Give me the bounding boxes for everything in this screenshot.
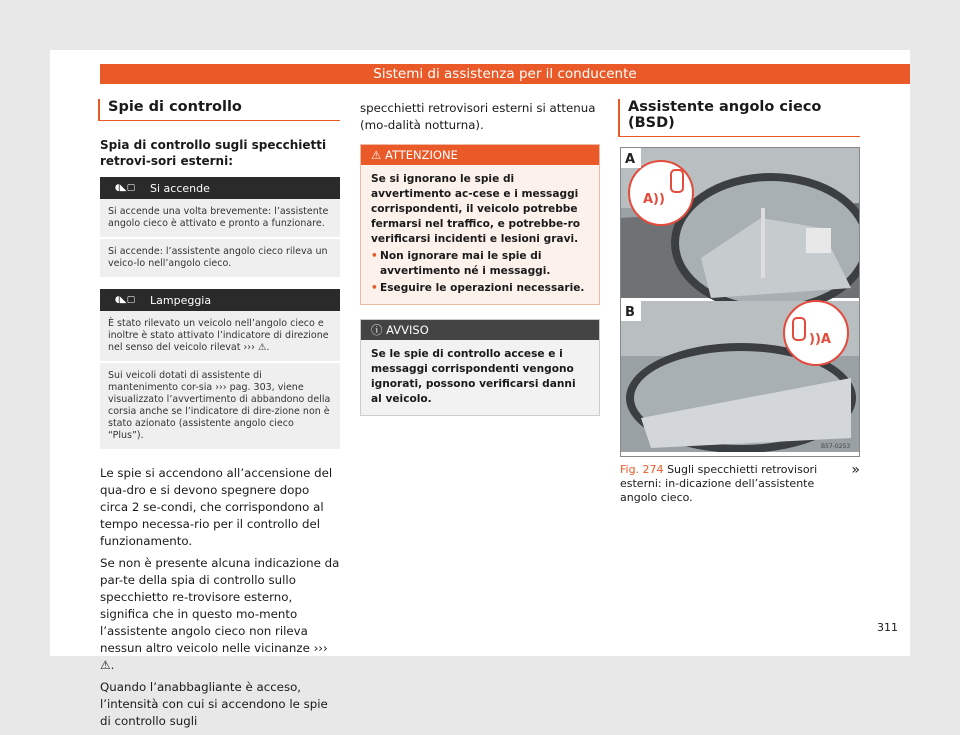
body-paragraph: Le spie si accendono all’accensione del qua-dro e si devono spegnere dopo circa 2 se-condi, che corrispondono al tempo necessa-rio per il controllo del funzionamento. [100, 466, 333, 548]
figure-code: B57-0253 [821, 443, 851, 450]
warning-bullet: • Non ignorare mai le spie di avvertimento né i messaggi. [371, 249, 589, 279]
mirror-illustration [621, 148, 859, 452]
section-title: Assistente angolo cieco (BSD) [618, 99, 860, 137]
right-column [620, 90, 860, 505]
subheading: Spia di controllo sugli specchietti retrovi-sori esterni: [100, 138, 327, 168]
table-row: È stato rilevato un veicolo nell’angolo cieco e inoltre è stato attivato l’indicatore di direzione nel senso del veicolo rilevat ››› ⚠. [100, 311, 340, 363]
indicator-table-on [100, 177, 340, 279]
body-paragraph: Se non è presente alcuna indicazione da par-te della spia di controllo sullo specchietto re-trovisore esterno, significa che in questo mo-mento l’assistente angolo cieco non rileva nessun altro veicolo nelle vicinanze ››› ⚠. [100, 556, 340, 672]
warning-icon: ⚠ [371, 148, 382, 162]
blind-spot-icon: ◖◣▢ [114, 295, 136, 305]
table-head-label: Si accende [150, 181, 210, 195]
page-number: 311 [877, 621, 898, 634]
caption-text: Sugli specchietti retrovisori esterni: in-dicazione dell’assistente angolo cieco. [620, 463, 818, 504]
warning-text: Se si ignorano le spie di avvertimento ac-cese e i messaggi corrispondenti, il veicolo potrebbe fermarsi nel traffico, e potrebbe-ro verificarsi incidenti e lesioni gravi. [371, 173, 581, 245]
middle-column [360, 90, 600, 416]
figure-number: Fig. 274 [620, 463, 664, 476]
left-column [100, 90, 340, 735]
notice-text: Se le spie di controllo accese e i messaggi corrispondenti vengono ignorati, possono verificarsi danni al veicolo. [371, 348, 576, 405]
blind-spot-icon: ◖◣▢ [114, 183, 136, 193]
warning-bullet: • Eseguire le operazioni necessarie. [371, 281, 589, 296]
table-row: Si accende: l’assistente angolo cieco rileva un veico-lo nell’angolo cieco. [100, 239, 340, 279]
notice-title: AVVISO [386, 323, 429, 337]
figure-274 [620, 147, 860, 457]
table-row: Sui veicoli dotati di assistente di mantenimento cor-sia ››› pag. 303, viene visualizzato l’avvertimento di abbandono della corsia anche se l’indicatore di dire-zione non è stato azionato (assistente angolo cieco “Plus”). [100, 363, 340, 451]
table-row: Si accende una volta brevemente: l’assistente angolo cieco è attivato e pronto a funzionare. [100, 199, 340, 239]
manual-page [50, 50, 910, 728]
svg-text:A)): A)) [643, 192, 665, 207]
chapter-header: Sistemi di assistenza per il conducente [100, 64, 910, 84]
panel-label-a: A [625, 152, 636, 167]
table-head-label: Lampeggia [150, 293, 212, 307]
indicator-table-blink [100, 289, 340, 451]
body-paragraph: specchietti retrovisori esterni si attenua (mo-dalità notturna). [360, 101, 596, 132]
warning-title: ATTENZIONE [384, 148, 458, 162]
warning-box [360, 144, 600, 305]
svg-text:))A: ))A [809, 332, 831, 347]
info-icon: ⓘ [371, 323, 383, 337]
panel-label-b: B [625, 305, 635, 320]
figure-caption [620, 463, 860, 505]
body-paragraph: Quando l’anabbagliante è acceso, l’intensità con cui si accendono le spie di controllo sugli [100, 680, 328, 728]
section-title: Spie di controllo [98, 99, 340, 121]
notice-box [360, 319, 600, 416]
continue-mark: » [851, 462, 860, 478]
